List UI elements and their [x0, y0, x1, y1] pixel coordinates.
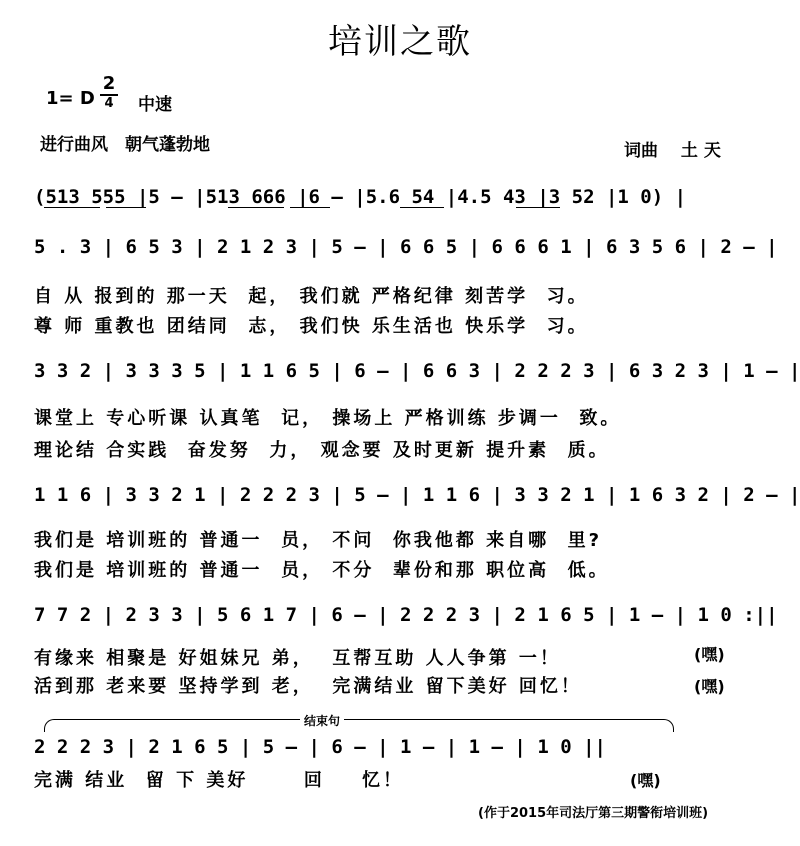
notation-line-3: 3 3 2 | 3 3 3 5 | 1 1 6 5 | 6 — | 6 6 3 | 2 2 2 3 | 6 3 2 3 | 1 — | [34, 360, 800, 382]
notation-line-5: 7 7 2 | 2 3 3 | 5 6 1 7 | 6 — | 2 2 2 3 | 2 1 6 5 | 1 — | 1 0 :|| [34, 604, 778, 626]
beam [290, 207, 330, 208]
lyric-line-3a: 课堂上 专心听课 认真笔 记， 操场上 严格训练 步调一 致。 [34, 408, 622, 429]
beam [106, 207, 146, 208]
shout-5a: (嘿) [694, 645, 725, 664]
lyric-line-2a: 自 从 报到的 那一天 起， 我们就 严格纪律 刻苦学 习。 [34, 286, 589, 307]
ending-bracket [44, 719, 674, 732]
composer-credit: 词曲 土 天 [624, 141, 721, 161]
lyric-line-3b: 理论结 合实践 奋发努 力， 观念要 及时更新 提升素 质。 [34, 440, 610, 461]
notation-line-4: 1 1 6 | 3 3 2 1 | 2 2 2 3 | 5 — | 1 1 6 | 3 3 2 1 | 1 6 3 2 | 2 — | [34, 484, 800, 506]
key-signature: 1= D [46, 88, 95, 109]
beam [44, 207, 100, 208]
beam [516, 207, 560, 208]
lyric-line-4b: 我们是 培训班的 普通一 员， 不分 辈份和那 职位高 低。 [34, 560, 610, 581]
lyric-line-2b: 尊 师 重教也 团结同 志， 我们快 乐生活也 快乐学 习。 [34, 316, 589, 337]
footnote: (作于2015年司法厅第三期警衔培训班) [478, 806, 709, 821]
ending-label: 结束句 [300, 712, 344, 729]
shout-ending: (嘿) [630, 771, 661, 790]
notation-line-ending: 2 2 2 3 | 2 1 6 5 | 5 — | 6 — | 1 — | 1 — | 1 0 || [34, 736, 606, 758]
lyric-line-ending: 完满 结业 留 下 美好 回 忆！ [34, 770, 404, 791]
lyric-line-5a: 有缘来 相聚是 好姐妹兄 弟， 互帮互助 人人争第 一！ [34, 648, 561, 669]
beam [400, 207, 444, 208]
lyric-line-4a: 我们是 培训班的 普通一 员， 不问 你我他都 来自哪 里? [34, 530, 603, 551]
song-title: 培训之歌 [328, 22, 472, 62]
notation-line-2: 5 . 3 | 6 5 3 | 2 1 2 3 | 5 — | 6 6 5 | 6 6 6 1 | 6 3 5 6 | 2 — | [34, 236, 778, 258]
lyric-line-5b: 活到那 老来要 坚持学到 老， 完满结业 留下美好 回忆！ [34, 676, 582, 697]
time-signature-top: 2 [100, 74, 118, 96]
shout-5b: (嘿) [694, 677, 725, 696]
time-signature [100, 74, 118, 112]
tempo-marking: 中速 [138, 95, 172, 115]
beam [228, 207, 284, 208]
time-signature-bottom: 4 [104, 96, 114, 111]
notation-line-1: (513 555 |5 — |513 666 |6 — |5.6 54 |4.5 43 |3 52 |1 0) | [34, 186, 687, 208]
style-marking: 进行曲风 朝气蓬勃地 [40, 135, 210, 155]
